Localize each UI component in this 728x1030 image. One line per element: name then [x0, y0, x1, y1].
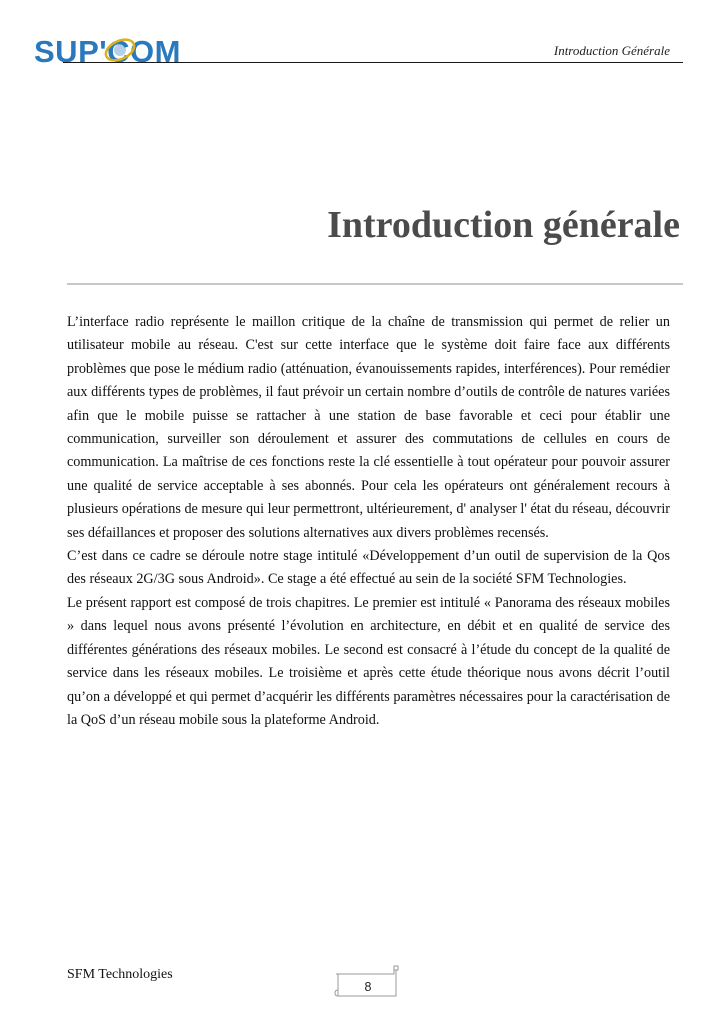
paragraph: L’interface radio représente le maillon critique de la chaîne de transmission qui permet de relier un utilisateur mobile au réseau. C'est sur cette interface que le système doit faire face aux différents problèmes que pose le médium radio (atténuation, évanouissements rapides, interférences). Pour remédier aux différents types de problèmes, il faut prévoir un certain nombre d’outils de contrôle de natures variées afin que le mobile puisse se rattacher à une station de base favorable et ceci pour établir une communication, surveiller son déroulement et assurer des commutations de cellules en cours de communication. La maîtrise de ces fonctions reste la clé essentielle à tout opérateur pour pouvoir assurer une qualité de service acceptable à ses abonnés. Pour cela les opérateurs ont généralement recours à plusieurs opérations de mesure qui leur permettront, ultérieurement, d' analyser l' état du réseau, découvrir ses défaillances et proposer des solutions alternatives aux divers problèmes recensés.: [67, 314, 670, 541]
page-title: Introduction générale: [327, 204, 680, 246]
paragraph: Le présent rapport est composé de trois chapitres. Le premier est intitulé « Panorama des réseaux mobiles » dans lequel nous avons présenté l’évolution en architecture, en débit et en qualité de service des différentes générations des réseaux mobiles. Le second est consacré à l’étude du concept de la qualité de service dans les réseaux mobiles. Le troisième et après cette étude théorique nous avons décrit l’outil qu’on a développé et qui permet d’acquérir les différents paramètres nécessaires pour la caractérisation de la QoS d’un réseau mobile sous la plateforme Android.: [67, 594, 670, 728]
running-header: Introduction Générale: [553, 43, 670, 58]
header-divider: [63, 62, 683, 63]
body-text: [67, 311, 670, 732]
paragraph: C’est dans ce cadre se déroule notre stage intitulé «Développement d’un outil de supervision de la Qos des réseaux 2G/3G sous Android». Ce stage a été effectué au sein de la société SFM Technologies.: [67, 548, 670, 588]
page-number: 8: [364, 980, 372, 994]
title-divider: [67, 283, 683, 285]
footer-company: SFM Technologies: [67, 967, 173, 982]
supcom-logo: [30, 30, 190, 76]
page-number-box: [332, 960, 404, 1000]
logo-wordmark: SUP'COM: [34, 34, 181, 69]
supcom-logo-graphic: [30, 30, 190, 76]
